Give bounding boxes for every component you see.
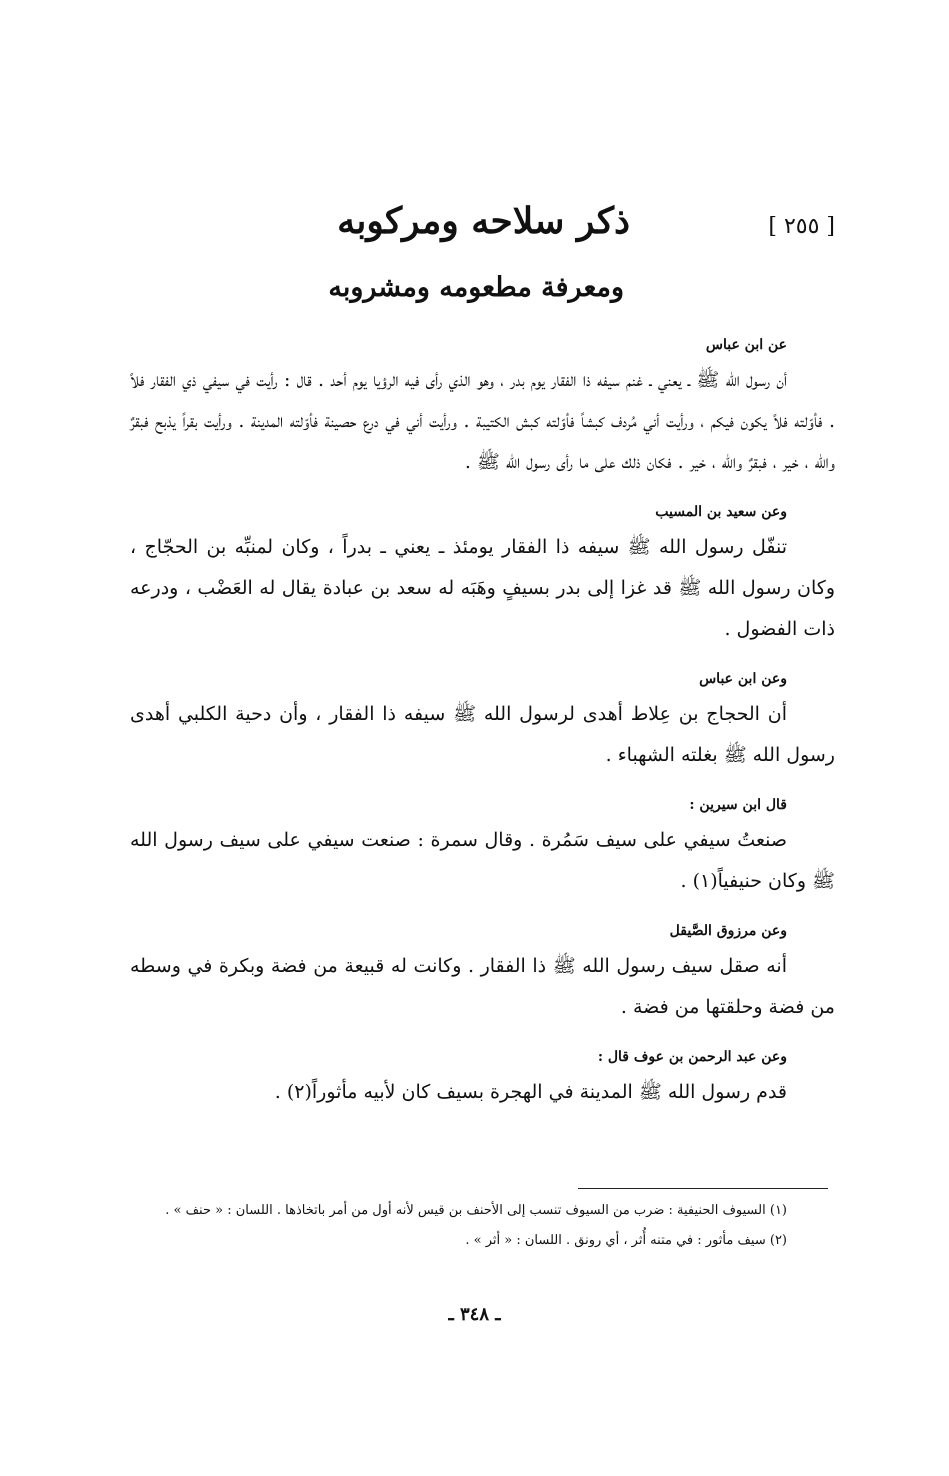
narrator-label: وعن ابن عباس (699, 671, 787, 687)
page-number: ـ ٣٤٨ ـ (448, 1304, 501, 1325)
narrator-label: وعن عبد الرحمن بن عوف قال : (597, 1049, 787, 1065)
hadith-section (130, 916, 835, 1028)
hadith-section (130, 330, 835, 483)
hadith-section (130, 664, 835, 776)
chapter-title: ذكر سلاحه ومركوبه (337, 200, 630, 242)
narrator-label: وعن سعيد بن المسيب (655, 504, 787, 520)
hadith-text: أن الحجاج بن عِلاط أهدى لرسول الله ﷺ سيفه ذا الفقار ، وأن دحية الكلبي أهدى رسول الله ﷺ بغلته الشهباء . (130, 703, 835, 766)
hadith-text: أنه صقل سيف رسول الله ﷺ ذا الفقار . وكانت له قبيعة من فضة وبكرة في وسطه من فضة وحلقتها من فضة . (130, 955, 835, 1018)
footnote-1: (١) السيوف الحنيفية : ضرب من السيوف تنسب إلى الأحنف بن قيس لأنه أول من أمر باتخاذها . اللسان : « حنف » . (165, 1203, 787, 1218)
hadith-section (130, 497, 835, 650)
hadith-text: تنفّل رسول الله ﷺ سيفه ذا الفقار يومئذ ـ يعني ـ بدراً ، وكان لمنبِّه بن الحجّاج ، وكان رسول الله ﷺ قد غزا إلى بدر بسيفٍ وهَبَه له سعد بن عبادة يقال له العَضْب ، ودرعه ذات الفضول . (130, 536, 835, 640)
narrator-label: قال ابن سيرين : (689, 797, 787, 813)
footnote-2: (٢) سيف مأثور : في متنه أُثر ، أي رونق . اللسان : « أثر » . (465, 1233, 787, 1248)
chapter-subtitle: ومعرفة مطعومه ومشروبه (328, 272, 624, 303)
hadith-text: قدم رسول الله ﷺ المدينة في الهجرة بسيف كان لأبيه مأثوراً(٢) . (274, 1081, 787, 1103)
hadith-section (130, 1042, 835, 1113)
narrator-label: عن ابن عباس (705, 337, 787, 353)
footnotes (130, 1196, 835, 1256)
hadith-text: أن رسول الله ﷺ ـ يعني ـ غنم سيفه ذا الفقار يوم بدر ، وهو الذي رأى فيه الرؤيا يوم أحد . قال : رأيت في سيفي ذي الفقار فلاً . فأوّلته فلاً يكون فيكم ، ورأيت أني مُردف كبشاً فأوّلته كبش الكتيبة . ورأيت أني في درع حصينة فأوّلته المدينة . ورأيت بقراً يذبح فبقرٌ والله ، خير ، فبقرٌ والله ، خير . فكان ذلك على ما رأى رسول الله ﷺ . (130, 369, 835, 473)
narrator-label: وعن مرزوق الصَّيقل (669, 923, 787, 939)
hadith-section (130, 790, 835, 902)
chapter-header (130, 200, 835, 260)
footnote-divider (578, 1188, 828, 1189)
page-body (130, 330, 835, 1127)
hadith-text: صنعتُ سيفي على سيف سَمُرة . وقال سمرة : صنعت سيفي على سيف رسول الله ﷺ وكان حنيفياً(١) . (130, 829, 835, 892)
chapter-number: [ ٢٥٥ ] (768, 214, 835, 239)
